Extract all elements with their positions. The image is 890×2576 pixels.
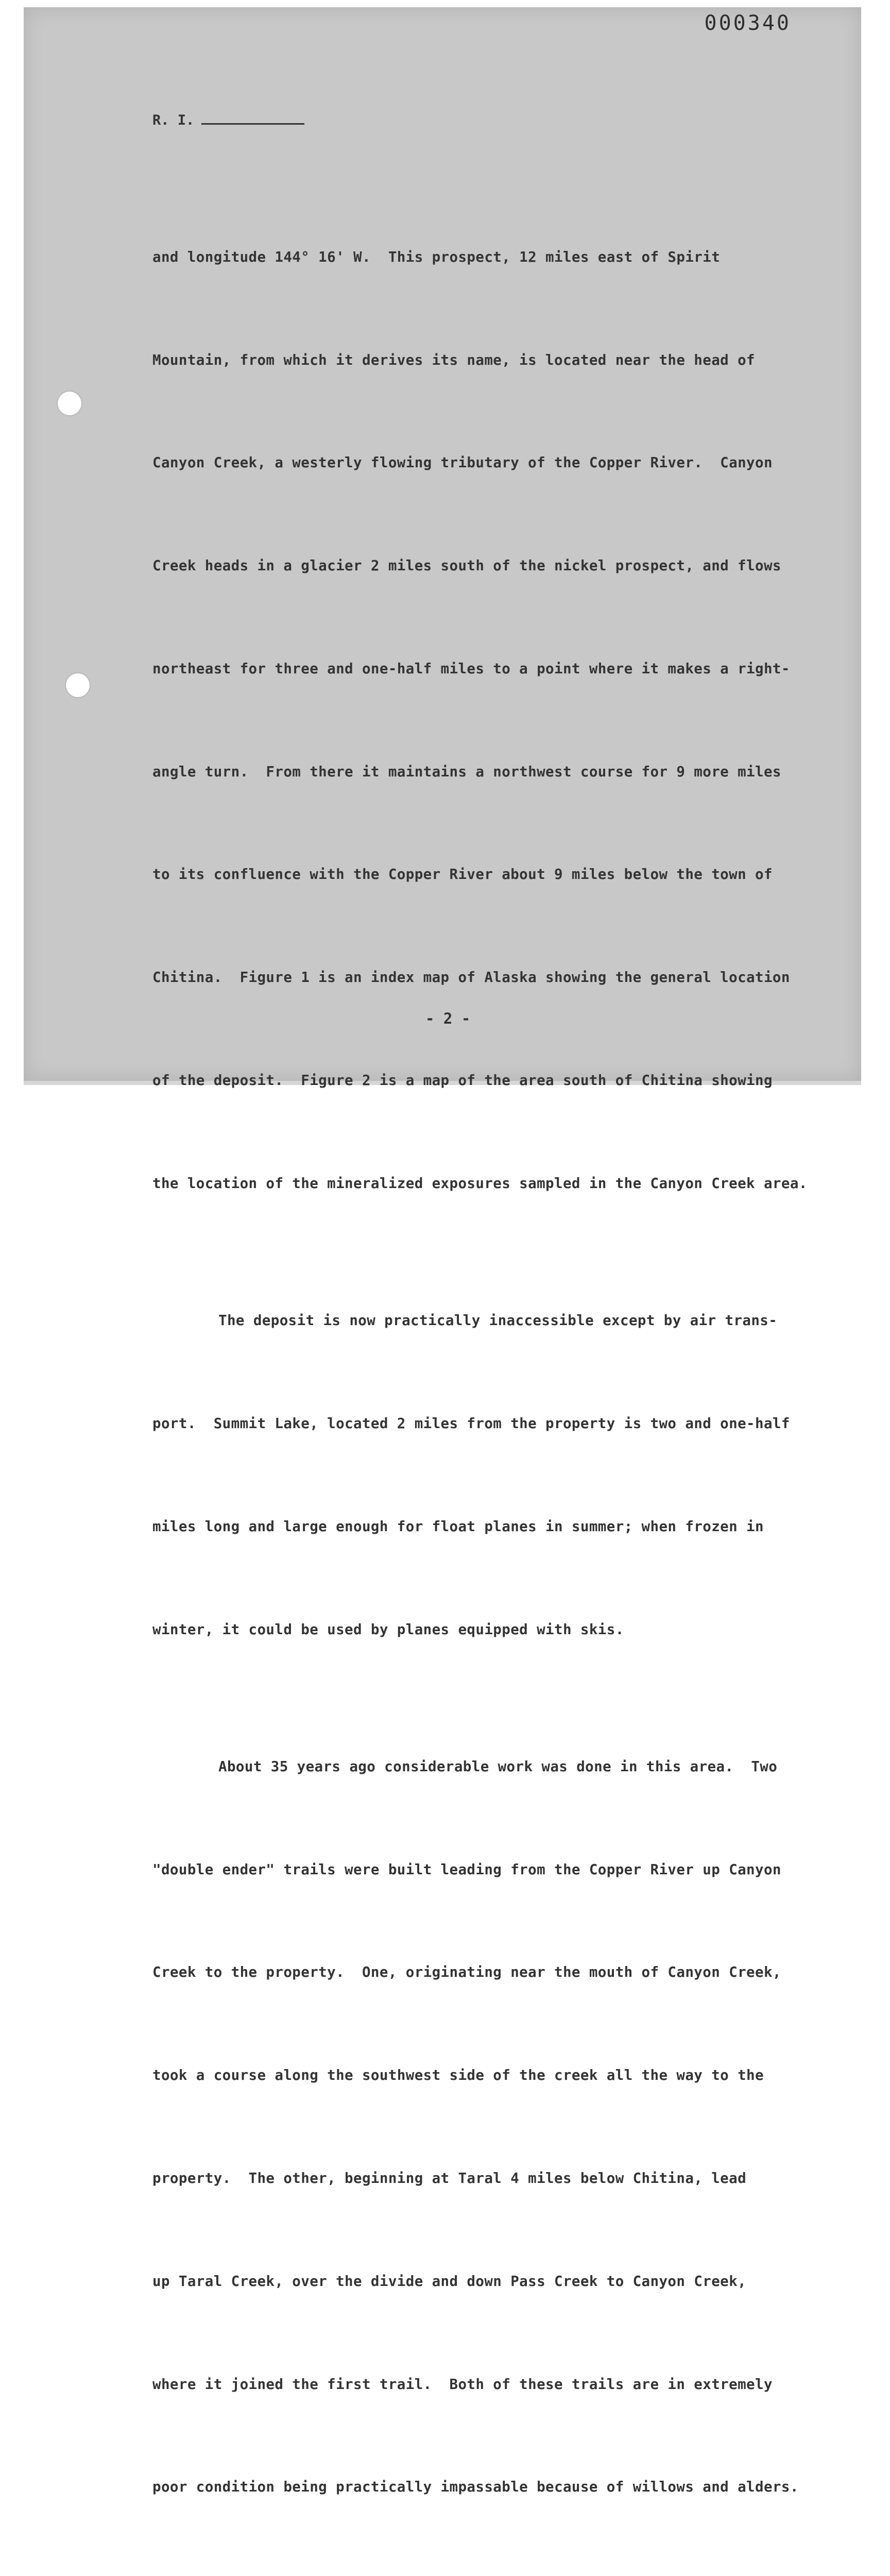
page-number: - 2 -	[425, 1010, 471, 1027]
text-line: Chitina. Figure 1 is an index map of Alaska showing the general location	[152, 969, 790, 986]
document-body	[152, 137, 822, 2576]
text-line: The deposit is now practically inaccessible except by air trans-	[218, 1312, 778, 1329]
text-line: miles long and large enough for float planes in summer; when frozen in	[152, 1518, 764, 1535]
text-line: up Taral Creek, over the divide and down Pass Creek to Canyon Creek,	[152, 2273, 747, 2290]
text-line: Mountain, from which it derives its name, is located near the head of	[152, 351, 755, 368]
text-line: "double ender" trails were built leading from the Copper River up Canyon	[152, 1861, 781, 1878]
ri-label: R. I.	[152, 112, 195, 128]
text-line: winter, it could be used by planes equipped with skis.	[152, 1621, 624, 1638]
text-line: poor condition being practically impassable because of willows and alders.	[152, 2479, 799, 2496]
text-line: Creek heads in a glacier 2 miles south of the nickel prospect, and flows	[152, 557, 781, 574]
text-line: angle turn. From there it maintains a northwest course for 9 more miles	[152, 763, 781, 780]
text-line: property. The other, beginning at Taral 4 miles below Chitina, lead	[152, 2170, 747, 2187]
text-line: and longitude 144° 16' W. This prospect, 12 miles east of Spirit	[152, 248, 721, 265]
ri-blank-line	[201, 123, 304, 125]
punch-hole-lower	[66, 673, 90, 697]
text-line	[152, 2573, 822, 2576]
document-number: 000340	[704, 11, 791, 35]
text-line: to its confluence with the Copper River about 9 miles below the town of	[152, 866, 773, 883]
text-line: Canyon Creek, a westerly flowing tributary of the Copper River. Canyon	[152, 454, 773, 471]
text-line: port. Summit Lake, located 2 miles from the property is two and one-half	[152, 1415, 790, 1432]
punch-hole-upper	[58, 392, 81, 415]
text-line: About 35 years ago considerable work was done in this area. Two	[218, 1758, 778, 1775]
ri-heading	[152, 112, 304, 128]
text-line: northeast for three and one-half miles to a point where it makes a right-	[152, 660, 790, 677]
text-line: where it joined the first trail. Both of these trails are in extremely	[152, 2376, 773, 2393]
text-line: of the deposit. Figure 2 is a map of the area south of Chitina showing	[152, 1072, 773, 1089]
text-line: the location of the mineralized exposures sampled in the Canyon Creek area.	[152, 1175, 808, 1192]
text-line: took a course along the southwest side of the creek all the way to the	[152, 2067, 764, 2084]
text-line: Creek to the property. One, originating near the mouth of Canyon Creek,	[152, 1964, 781, 1981]
